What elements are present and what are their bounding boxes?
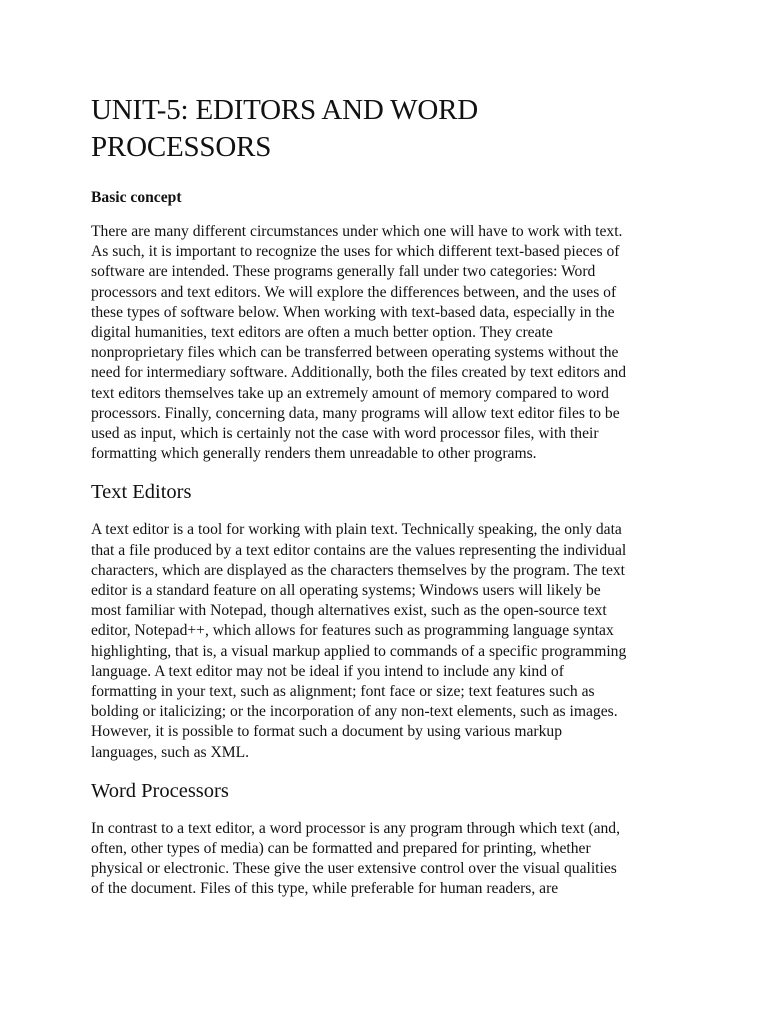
paragraph-line: processors and text editors. We will explore the differences between, and the uses of [91,283,617,301]
paragraph-line: need for intermediary software. Additionally, both the files created by text editors and [91,364,627,382]
title-line: UNIT-5: EDITORS AND WORD [91,94,478,126]
paragraph-line: In contrast to a text editor, a word processor is any program through which text (and, [91,819,620,837]
paragraph-line: As such, it is important to recognize the uses for which different text-based pieces of [91,243,620,261]
paragraph-line: language. A text editor may not be ideal if you intend to include any kind of [91,662,564,680]
paragraph-line: of the document. Files of this type, while preferable for human readers, are [91,880,559,898]
paragraph-line: these types of software below. When working with text-based data, especially in the [91,303,615,321]
paragraph-line: There are many different circumstances under which one will have to work with text. [91,223,623,240]
document-title [91,92,691,166]
text-editors-heading: Text Editors [91,481,192,504]
document-page [91,92,691,900]
paragraph-line: A text editor is a tool for working with plain text. Technically speaking, the only data [91,521,622,539]
basic-concept-heading: Basic concept [91,189,182,206]
paragraph-line: used as input, which is certainly not the case with word processor files, with their [91,425,599,443]
paragraph-line: highlighting, that is, a visual markup applied to commands of a specific programming [91,642,627,660]
title-line: PROCESSORS [91,131,272,163]
paragraph-line: processors. Finally, concerning data, many programs will allow text editor files to be [91,404,620,422]
paragraph-line: bolding or italicizing; or the incorporation of any non-text elements, such as images. [91,703,618,721]
paragraph-line: formatting which generally renders them unreadable to other programs. [91,445,537,463]
paragraph-line: editor, Notepad++, which allows for features such as programming language syntax [91,622,614,640]
paragraph-line: editor is a standard feature on all operating systems; Windows users will likely be [91,582,601,600]
word-processors-heading: Word Processors [91,779,229,802]
paragraph-line: languages, such as XML. [91,743,250,761]
paragraph-line: nonproprietary files which can be transferred between operating systems without the [91,344,619,362]
paragraph-line: text editors themselves take up an extremely amount of memory compared to word [91,384,609,402]
basic-concept-paragraph [91,222,679,464]
paragraph-line: software are intended. These programs generally fall under two categories: Word [91,263,596,281]
word-processors-paragraph [91,819,679,900]
text-editors-paragraph [91,520,679,762]
paragraph-line: physical or electronic. These give the user extensive control over the visual qualities [91,860,617,878]
paragraph-line: digital humanities, text editors are often a much better option. They create [91,324,553,342]
paragraph-line: However, it is possible to format such a document by using various markup [91,723,563,741]
paragraph-line: often, other types of media) can be formatted and prepared for printing, whether [91,840,591,858]
paragraph-line: formatting in your text, such as alignment; font face or size; text features such as [91,683,595,701]
paragraph-line: that a file produced by a text editor contains are the values representing the individual [91,541,627,559]
paragraph-line: characters, which are displayed as the characters themselves by the program. The text [91,561,626,579]
paragraph-line: most familiar with Notepad, though alternatives exist, such as the open-source text [91,602,607,620]
